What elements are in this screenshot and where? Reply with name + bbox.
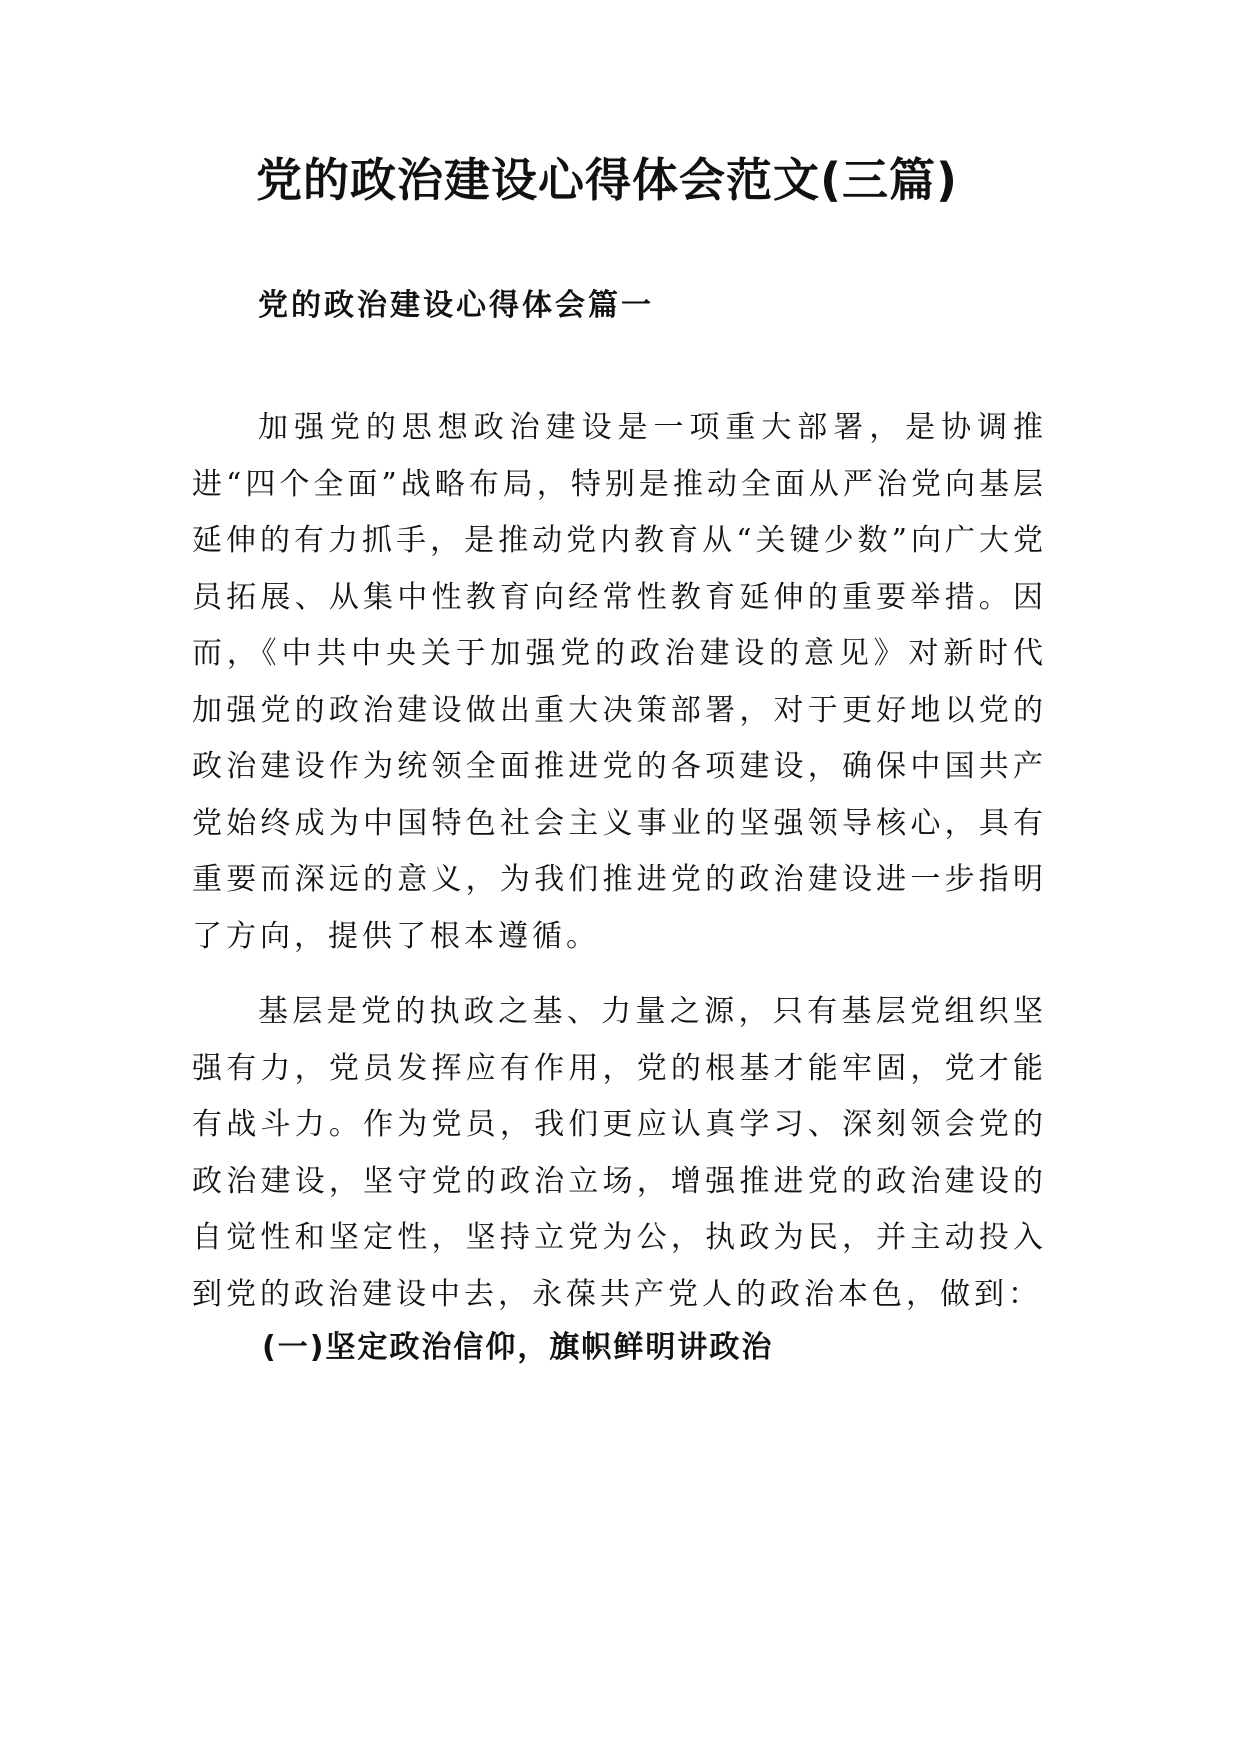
body-paragraph: 加强党的思想政治建设是一项重大部署，是协调推进“四个全面”战略布局，特别是推动全面从严治党向基层延伸的有力抓手，是推动党内教育从“关键少数”向广大党员拓展、从集中性教育向经常性教育延伸的重要举措。因而，《中共中央关于加强党的政治建设的意见》对新时代加强党的政治建设做出重大决策部署，对于更好地以党的政治建设作为统领全面推进党的各项建设，确保中国共产党始终成为中国特色社会主义事业的坚强领导核心，具有重要而深远的意义，为我们推进党的政治建设进一步指明了方向，提供了根本遵循。 <box>192 410 1047 954</box>
section-heading: 党的政治建设心得体会篇一 <box>258 288 654 323</box>
document-title: 党的政治建设心得体会范文(三篇) <box>256 153 959 207</box>
body-paragraph: 基层是党的执政之基、力量之源，只有基层党组织坚强有力，党员发挥应有作用，党的根基才能牢固，党才能有战斗力。作为党员，我们更应认真学习、深刻领会党的政治建设，坚守党的政治立场，增强推进党的政治建设的自觉性和坚定性，坚持立党为公，执政为民，并主动投入到党的政治建设中去，永葆共产党人的政治本色，做到： <box>192 994 1047 1312</box>
subsection-heading: (一)坚定政治信仰，旗帜鲜明讲政治 <box>262 1330 774 1365</box>
